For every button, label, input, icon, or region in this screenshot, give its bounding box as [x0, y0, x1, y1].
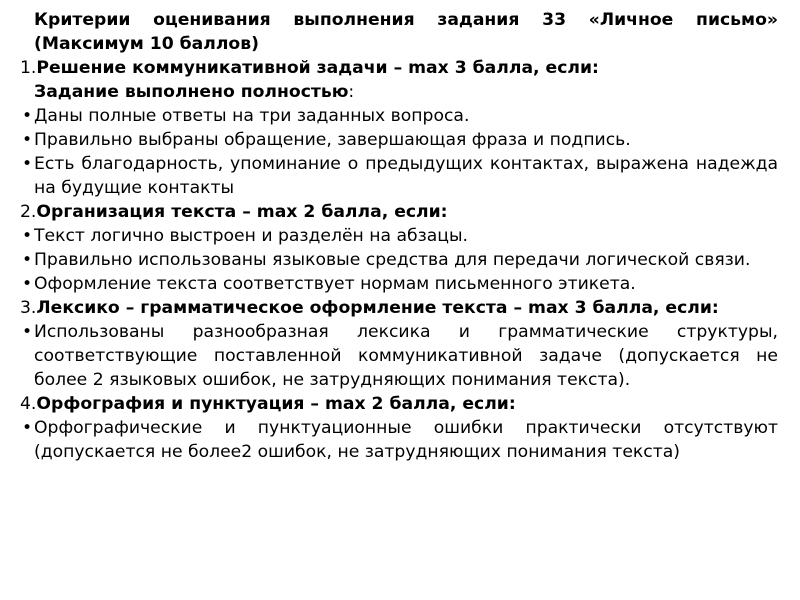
bullet-item	[22, 152, 778, 200]
bullet-text: Орфографические и пунктуационные ошибки практически отсутствуют (допускается не более2 ошибок, не затрудняющих понимания текста)	[34, 418, 778, 462]
bullet-item	[22, 104, 778, 128]
criterion-title: Орфография и пунктуация – max 2 балла, если:	[36, 394, 516, 414]
bullet-text: Использованы разнообразная лексика и грамматические структуры, соответствующие поставленной коммуникативной задаче (допускается не более 2 языковых ошибок, не затрудняющих понимания текста).	[34, 322, 778, 390]
bullet-text: Правильно использованы языковые средства для передачи логической связи.	[34, 250, 751, 270]
bullet-icon: •	[22, 106, 33, 126]
subheading-colon: :	[348, 82, 355, 102]
criterion-heading-2	[20, 200, 778, 224]
bullet-item	[22, 224, 778, 248]
criterion-number: 2.	[20, 202, 37, 222]
bullet-item	[22, 248, 778, 272]
bullet-text: Текст логично выстроен и разделён на абзацы.	[34, 226, 469, 246]
criterion-section-2	[20, 200, 778, 296]
bullet-item	[22, 272, 778, 296]
subheading-text: Задание выполнено полностью	[34, 82, 349, 102]
bullet-icon: •	[22, 274, 33, 294]
bullet-icon: •	[22, 250, 33, 270]
criterion-title: Решение коммуникативной задачи – max 3 балла, если:	[36, 58, 599, 78]
bullet-icon: •	[22, 322, 33, 342]
criterion-section-3	[20, 296, 778, 392]
bullet-icon: •	[22, 226, 33, 246]
bullet-icon: •	[22, 130, 33, 150]
criterion-subheading	[34, 80, 778, 104]
criterion-heading-4	[20, 392, 778, 416]
bullet-item	[22, 128, 778, 152]
bullet-item	[22, 416, 778, 464]
criterion-number: 4.	[20, 394, 37, 414]
criterion-title: Лексико – грамматическое оформление текста – max 3 балла, если:	[36, 298, 719, 318]
bullet-text: Правильно выбраны обращение, завершающая фраза и подпись.	[34, 130, 631, 150]
criterion-number: 3.	[20, 298, 37, 318]
criterion-section-1	[20, 56, 778, 200]
criterion-number: 1.	[20, 58, 37, 78]
bullet-text: Оформление текста соответствует нормам письменного этикета.	[34, 274, 636, 294]
bullet-text: Даны полные ответы на три заданных вопроса.	[34, 106, 470, 126]
criterion-title: Организация текста – max 2 балла, если:	[36, 202, 448, 222]
page-title: Критерии оценивания выполнения задания 33 «Личное письмо» (Максимум 10 баллов)	[34, 10, 778, 54]
bullet-text: Есть благодарность, упоминание о предыдущих контактах, выражена надежда на будущие контакты	[34, 154, 778, 198]
criterion-section-4	[20, 392, 778, 464]
bullet-item	[22, 320, 778, 392]
bullet-icon: •	[22, 154, 33, 174]
criterion-heading-3	[20, 296, 778, 320]
criterion-heading-1	[20, 56, 778, 80]
bullet-icon: •	[22, 418, 33, 438]
